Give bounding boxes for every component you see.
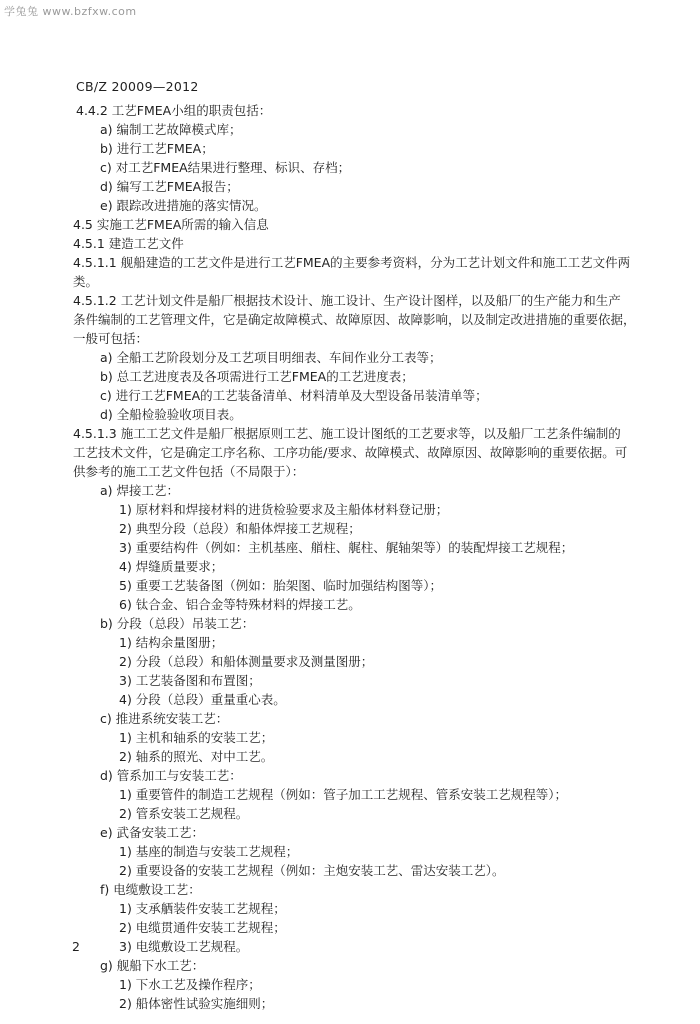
text-line: d) 管系加工与安装工艺： (100, 768, 242, 783)
text-line: 6) 钛合金、铝合金等特殊材料的焊接工艺。 (119, 597, 361, 612)
text-line: b) 分段（总段）吊装工艺： (100, 616, 255, 631)
text-line: 2) 船体密性试验实施细则； (119, 996, 274, 1011)
text-line: 3) 工艺装备图和布置图； (119, 673, 261, 688)
text-line: 4.5.1.1 舰船建造的工艺文件是进行工艺FMEA的主要参考资料，分为工艺计划文件和施工工艺文件两 (73, 255, 631, 270)
text-line: c) 进行工艺FMEA的工艺装备清单、材料清单及大型设备吊装清单等； (100, 388, 488, 403)
text-line: d) 编写工艺FMEA报告； (100, 179, 239, 194)
watermark: 学兔兔 www.bzfxw.com (4, 5, 137, 18)
text-line: 2) 典型分段（总段）和船体焊接工艺规程； (119, 521, 361, 536)
text-line: f) 电缆敷设工艺： (100, 882, 201, 897)
text-line: 1) 主机和轴系的安装工艺； (119, 730, 274, 745)
text-line: c) 对工艺FMEA结果进行整理、标识、存档； (100, 160, 351, 175)
text-line: d) 全船检验验收项目表。 (100, 407, 242, 422)
text-line: c) 推进系统安装工艺： (100, 711, 229, 726)
text-line: a) 全船工艺阶段划分及工艺项目明细表、车间作业分工表等； (100, 350, 442, 365)
text-line: 1) 重要管件的制造工艺规程（例如：管子加工工艺规程、管系安装工艺规程等）； (119, 787, 568, 802)
text-line: 2) 电缆贯通件安装工艺规程； (119, 920, 286, 935)
text-line: 4.5.1.3 施工工艺文件是船厂根据原则工艺、施工设计图纸的工艺要求等，以及船厂工艺条件编制的 (73, 426, 621, 441)
text-line: 2) 轴系的照光、对中工艺。 (119, 749, 274, 764)
text-line: 3) 电缆敷设工艺规程。 (119, 939, 249, 954)
standard-number: CB/Z 20009—2012 (76, 79, 199, 94)
text-line: 工艺技术文件，它是确定工序名称、工序功能/要求、故障模式、故障原因、故障影响的重要依据。可 (73, 445, 628, 460)
text-line: 1) 下水工艺及操作程序； (119, 977, 261, 992)
text-line: e) 跟踪改进措施的落实情况。 (100, 198, 267, 213)
text-line: 1) 基座的制造与安装工艺规程； (119, 844, 299, 859)
text-line: 5) 重要工艺装备图（例如：胎架图、临时加强结构图等）； (119, 578, 443, 593)
text-line: e) 武备安装工艺： (100, 825, 205, 840)
text-line: a) 焊接工艺： (100, 483, 180, 498)
text-line: 4.5.1.2 工艺计划文件是船厂根据技术设计、施工设计、生产设计图样，以及船厂的生产能力和生产 (73, 293, 621, 308)
text-line: 2) 管系安装工艺规程。 (119, 806, 249, 821)
text-line: 4) 焊缝质量要求； (119, 559, 224, 574)
text-line: 条件编制的工艺管理文件，它是确定故障模式、故障原因、故障影响，以及制定改进措施的重要依据， (73, 312, 636, 327)
text-line: 供参考的施工工艺文件包括（不局限于）： (73, 464, 305, 479)
text-line: 1) 支承舾装件安装工艺规程； (119, 901, 286, 916)
text-line: a) 编制工艺故障模式库； (100, 122, 242, 137)
text-line: 4.5 实施工艺FMEA所需的输入信息 (73, 217, 269, 232)
text-line: 2) 重要设备的安装工艺规程（例如：主炮安装工艺、雷达安装工艺）。 (119, 863, 505, 878)
text-line: b) 总工艺进度表及各项需进行工艺FMEA的工艺进度表； (100, 369, 414, 384)
text-line: 3) 重要结构件（例如：主机基座、艏柱、艉柱、艉轴架等）的装配焊接工艺规程； (119, 540, 574, 555)
text-line: 一般可包括： (73, 331, 149, 346)
text-line: g) 舰船下水工艺： (100, 958, 205, 973)
text-line: b) 进行工艺FMEA； (100, 141, 214, 156)
text-line: 4.4.2 工艺FMEA小组的职责包括： (76, 103, 272, 118)
text-line: 类。 (73, 274, 99, 289)
text-line: 2) 分段（总段）和船体测量要求及测量图册； (119, 654, 374, 669)
page-number: 2 (72, 939, 80, 954)
text-line: 1) 结构余量图册； (119, 635, 224, 650)
text-line: 4) 分段（总段）重量重心表。 (119, 692, 286, 707)
text-line: 1) 原材料和焊接材料的进货检验要求及主船体材料登记册； (119, 502, 449, 517)
text-line: 4.5.1 建造工艺文件 (73, 236, 184, 251)
